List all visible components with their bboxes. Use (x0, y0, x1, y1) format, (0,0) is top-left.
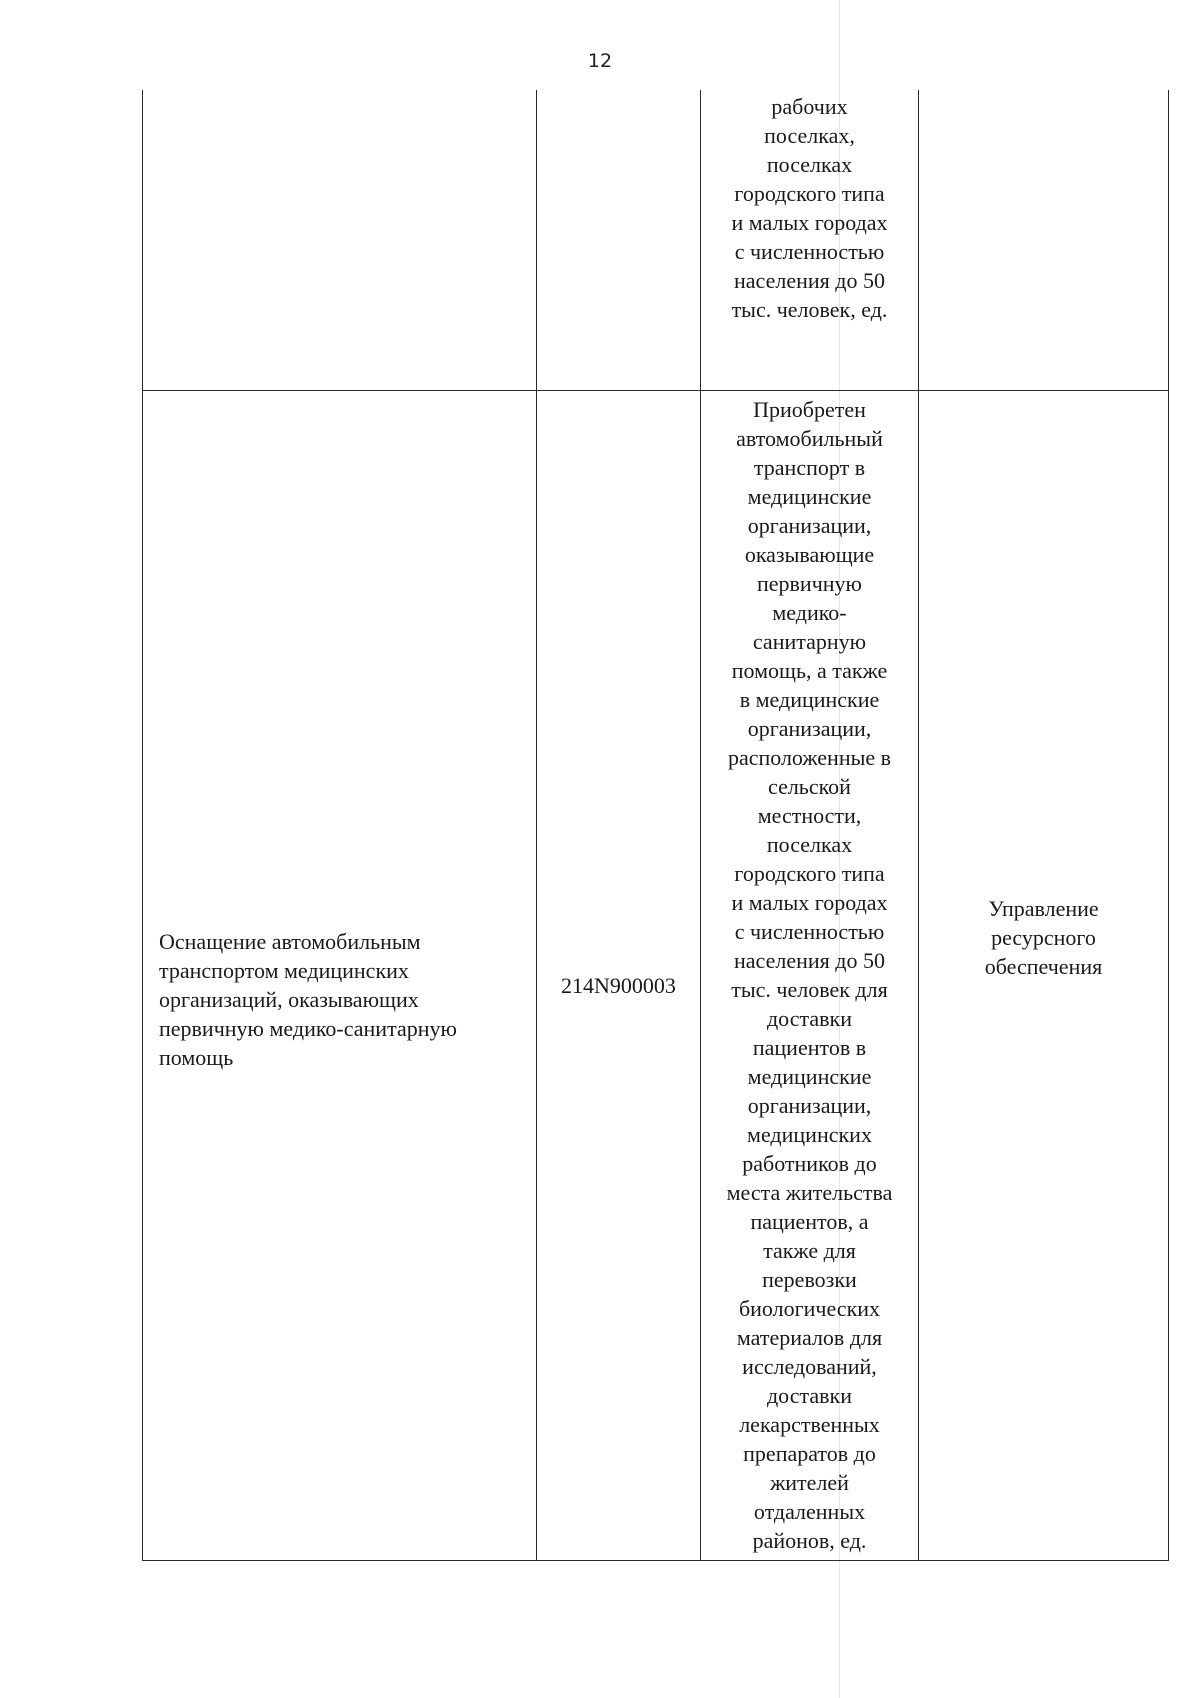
page-number: 12 (587, 50, 613, 72)
activities-table (142, 90, 1169, 1561)
cell-responsible (919, 390, 1169, 1560)
document-table (142, 90, 1168, 1560)
cell-description-text: Приобретен автомобильный транспорт в медицинские организации, оказывающие первичную медико- санитарную помощь, а также в медицинские организации, расположенные в сельской местности, поселках городского типа и малых городах с численностью населения до 50 тыс. человек для доставки пациентов в медицинские организации, медицинских работников до места жительства пациентов, а также для перевозки биологических материалов для исследований, доставки лекарственных препаратов до жителей отдаленных районов, ед. (726, 397, 893, 1553)
cell-name (143, 90, 537, 390)
cell-description (701, 90, 919, 390)
cell-code-text: 214N900003 (561, 972, 676, 998)
cell-description (701, 390, 919, 1560)
cell-description-text: рабочих поселках, поселках городского типа и малых городах с численностью населения до 50 тыс. человек, ед. (731, 94, 888, 322)
cell-responsible (919, 90, 1169, 390)
table-row (143, 90, 1169, 390)
table-row (143, 390, 1169, 1560)
cell-code (537, 90, 701, 390)
cell-responsible-text: Управление ресурсного обеспечения (984, 895, 1103, 979)
cell-name-text: Оснащение автомобильным транспортом медицинских организаций, оказывающих первичную медико-санитарную помощь (159, 928, 457, 1070)
cell-code (537, 390, 701, 1560)
cell-name (143, 390, 537, 1560)
